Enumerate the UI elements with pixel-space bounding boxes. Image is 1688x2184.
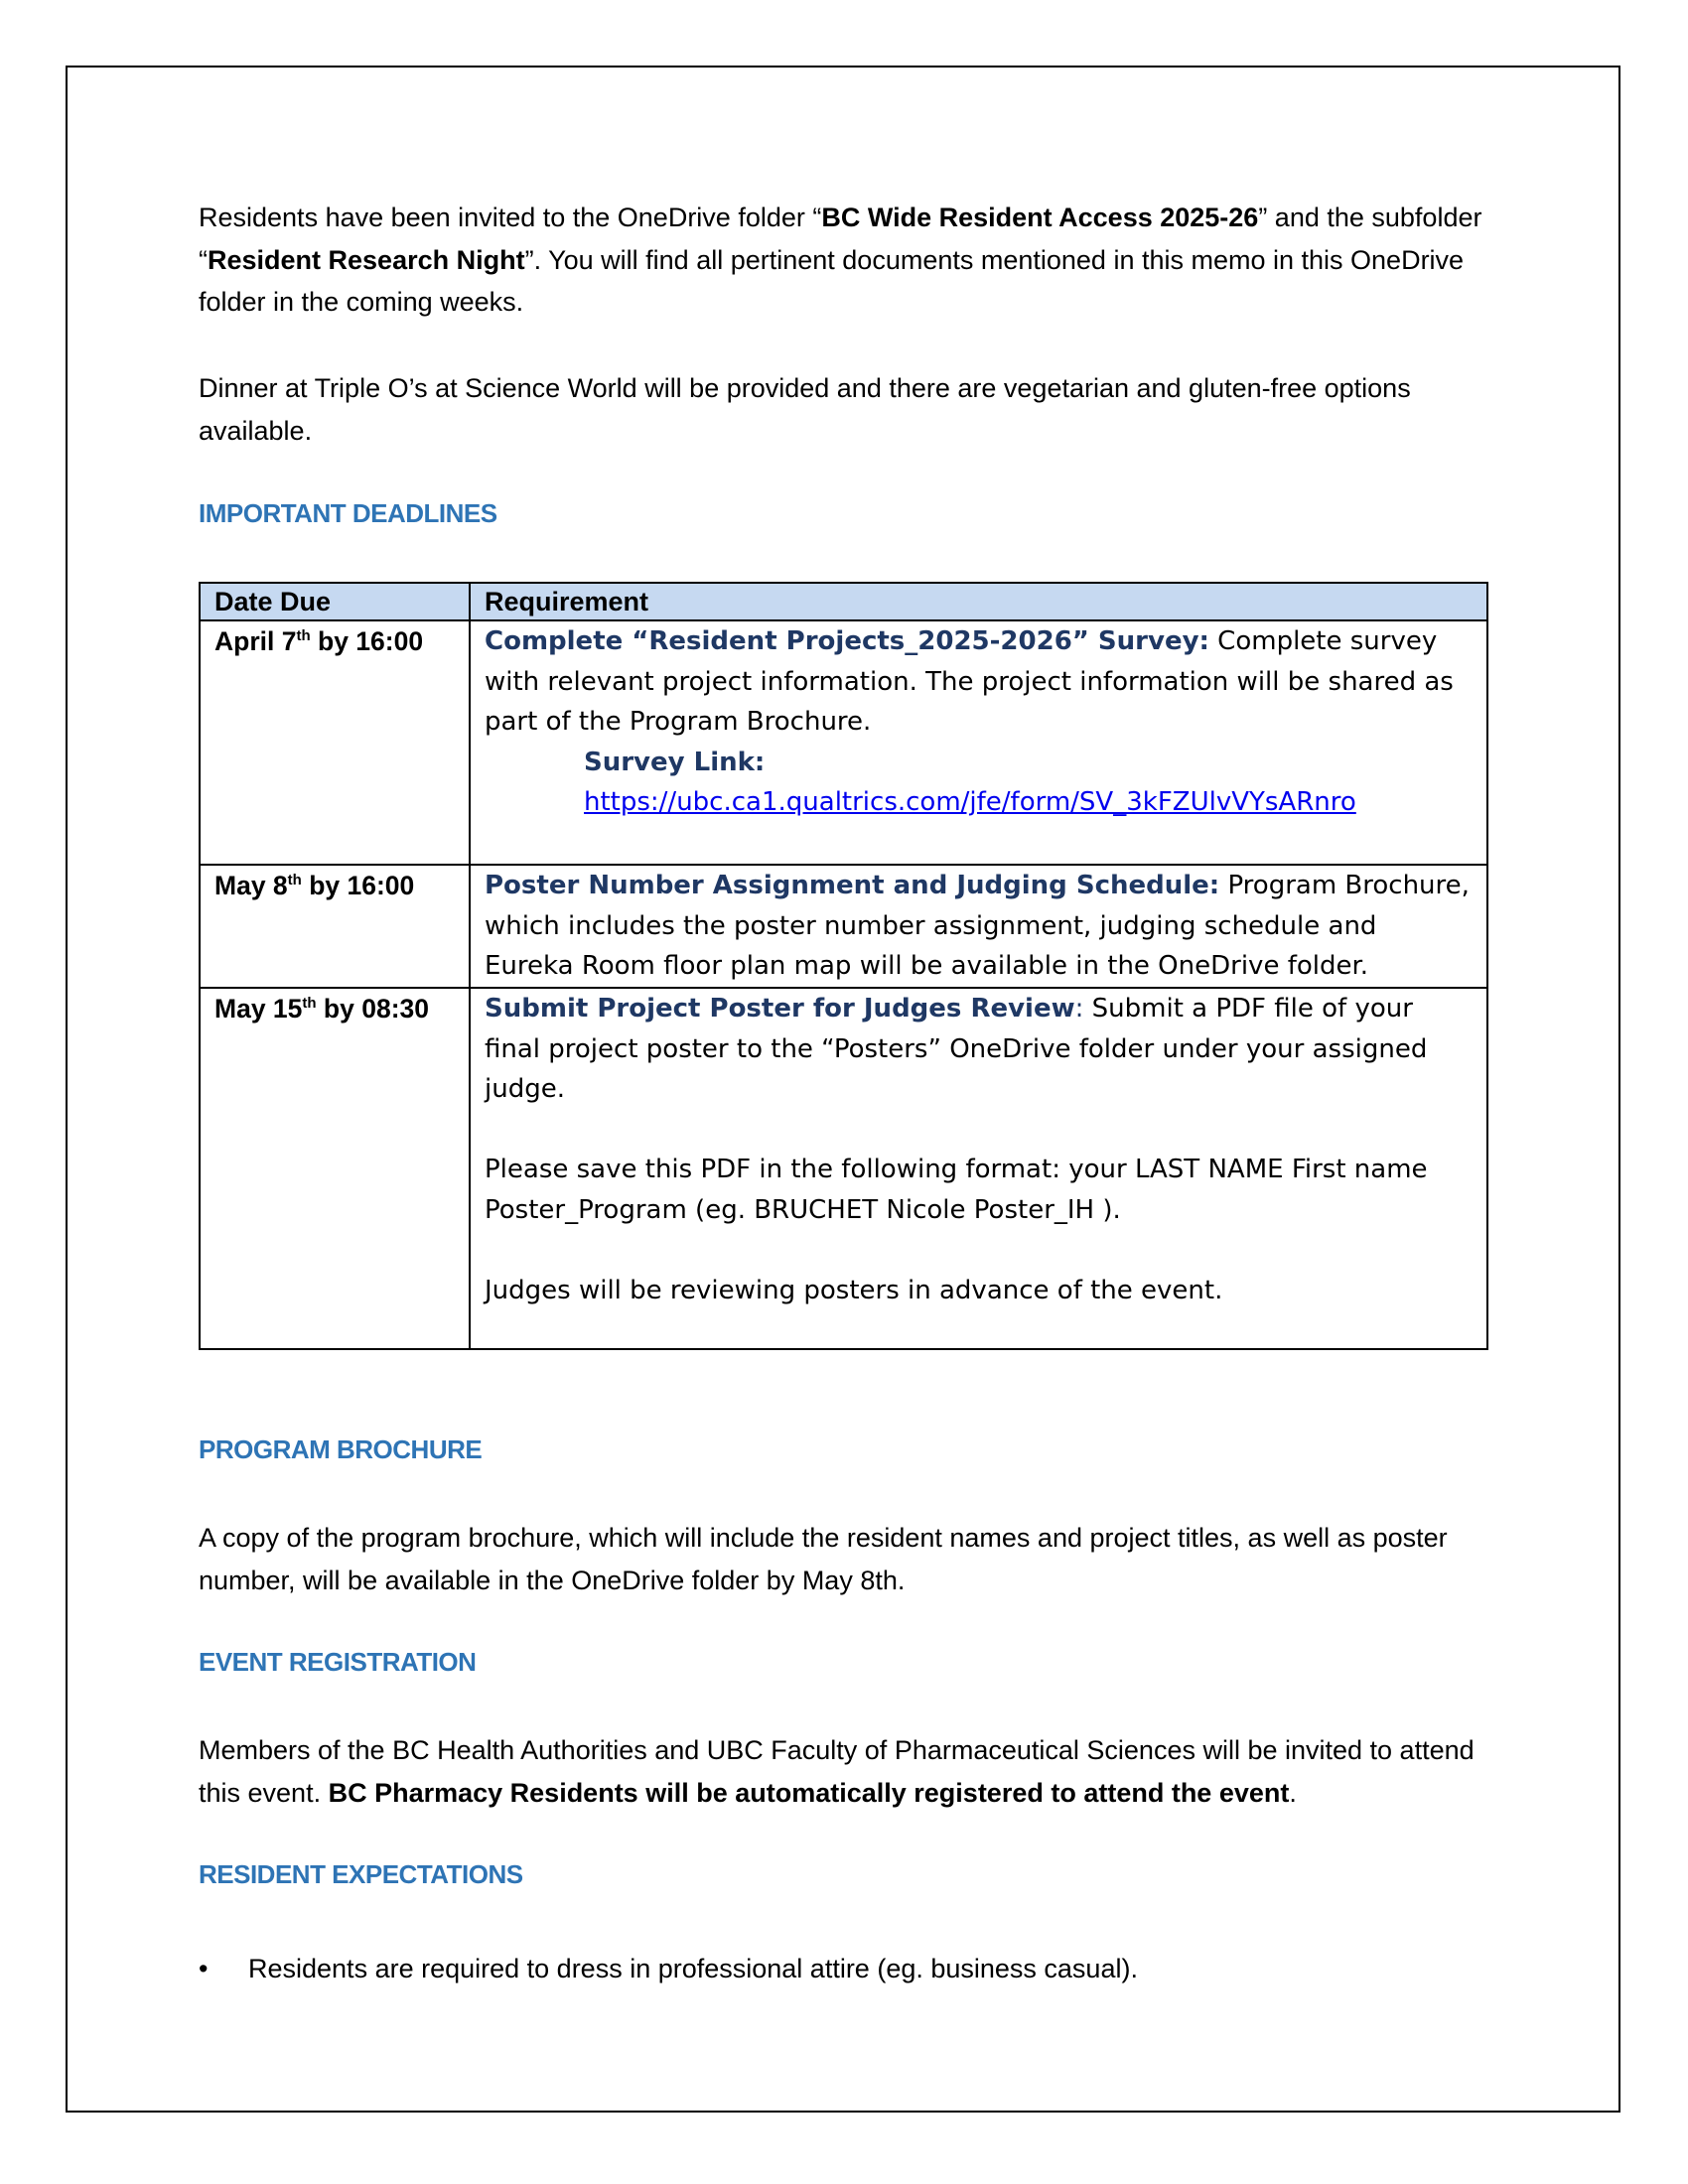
requirement-cell — [470, 620, 1487, 865]
requirement-text: Program Brochure, which includes the poster number assignment, judging schedule and Eureka Room floor plan map will be available in the OneDrive folder. — [485, 871, 1470, 981]
intro-paragraph-onedrive — [199, 197, 1489, 324]
column-header-date-due: Date Due — [200, 583, 470, 620]
intro-paragraph-dinner: Dinner at Triple O’s at Science World will be provided and there are vegetarian and gluten-free options available. — [199, 373, 1411, 446]
date-time: by 08:30 — [316, 994, 429, 1024]
expectation-text: Residents are required to dress in professional attire (eg. business casual). — [248, 1954, 1138, 1983]
heading-important-deadlines: IMPORTANT DEADLINES — [199, 498, 497, 528]
requirement-title: Submit Project Poster for Judges Review — [485, 994, 1075, 1024]
date-cell — [200, 865, 470, 988]
date-cell — [200, 620, 470, 865]
survey-link-label: Survey Link: — [584, 747, 766, 777]
folder-name: BC Wide Resident Access 2025-26 — [821, 203, 1259, 232]
judges-review-note: Judges will be reviewing posters in advance of the event. — [485, 1275, 1223, 1305]
subfolder-name: Resident Research Night — [208, 244, 525, 275]
bullet-icon: • — [199, 1954, 209, 1983]
heading-resident-expectations: RESIDENT EXPECTATIONS — [199, 1859, 523, 1889]
heading-event-registration: EVENT REGISTRATION — [199, 1647, 477, 1677]
table-row — [200, 988, 1487, 1349]
registration-paragraph — [199, 1729, 1489, 1814]
date-text: May 8 — [214, 871, 288, 900]
requirement-text: Complete survey with relevant project information. The project information will be shared as part of the Program Brochure. — [485, 626, 1454, 737]
column-header-requirement: Requirement — [470, 583, 1487, 620]
registration-text: Members of the BC Health Authorities and UBC Faculty of Pharmaceutical Sciences will be invited to attend this event. — [199, 1735, 1475, 1808]
requirement-cell — [470, 988, 1487, 1349]
requirement-cell — [470, 865, 1487, 988]
date-text: April 7 — [214, 626, 297, 656]
table-header-row — [200, 583, 1487, 620]
requirement-paragraph — [485, 989, 1473, 1110]
intro-text: ”. You will find all pertinent documents mentioned in this memo in this OneDrive folder in the coming weeks. — [199, 244, 1465, 317]
date-ordinal: th — [287, 872, 302, 889]
intro-text: ” and the subfolder “ — [199, 203, 1482, 275]
requirement-title: Complete “Resident Projects_2025-2026” Survey: — [485, 626, 1209, 656]
registration-period: . — [1289, 1777, 1297, 1808]
requirement-title-colon: : — [1074, 994, 1084, 1024]
brochure-paragraph: A copy of the program brochure, which will include the resident names and project titles, as well as poster number, will be available in the OneDrive folder by May 8th. — [199, 1523, 1448, 1595]
requirement-title: Poster Number Assignment and Judging Schedule: — [485, 871, 1220, 900]
date-text: May 15 — [214, 994, 303, 1024]
date-ordinal: th — [296, 627, 311, 645]
heading-program-brochure: PROGRAM BROCHURE — [199, 1434, 483, 1464]
date-time: by 16:00 — [310, 626, 424, 656]
requirement-text: Submit a PDF file of your final project poster to the “Posters” OneDrive folder under your assigned judge. — [485, 994, 1428, 1104]
table-row — [200, 620, 1487, 865]
registration-emphasis: BC Pharmacy Residents will be automatically registered to attend the event — [328, 1777, 1290, 1808]
survey-link-block — [485, 743, 1473, 823]
deadlines-table — [199, 582, 1488, 1350]
table-row — [200, 865, 1487, 988]
survey-link[interactable]: https://ubc.ca1.qualtrics.com/jfe/form/SV_3kFZUlvVYsARnro — [584, 787, 1356, 817]
date-time: by 16:00 — [301, 871, 415, 900]
date-cell — [200, 988, 470, 1349]
file-format-instructions: Please save this PDF in the following format: your LAST NAME First name Poster_Program (eg. BRUCHET Nicole Poster_IH ). — [485, 1155, 1428, 1225]
date-ordinal: th — [302, 995, 317, 1013]
intro-text: Residents have been invited to the OneDrive folder “ — [199, 203, 822, 232]
